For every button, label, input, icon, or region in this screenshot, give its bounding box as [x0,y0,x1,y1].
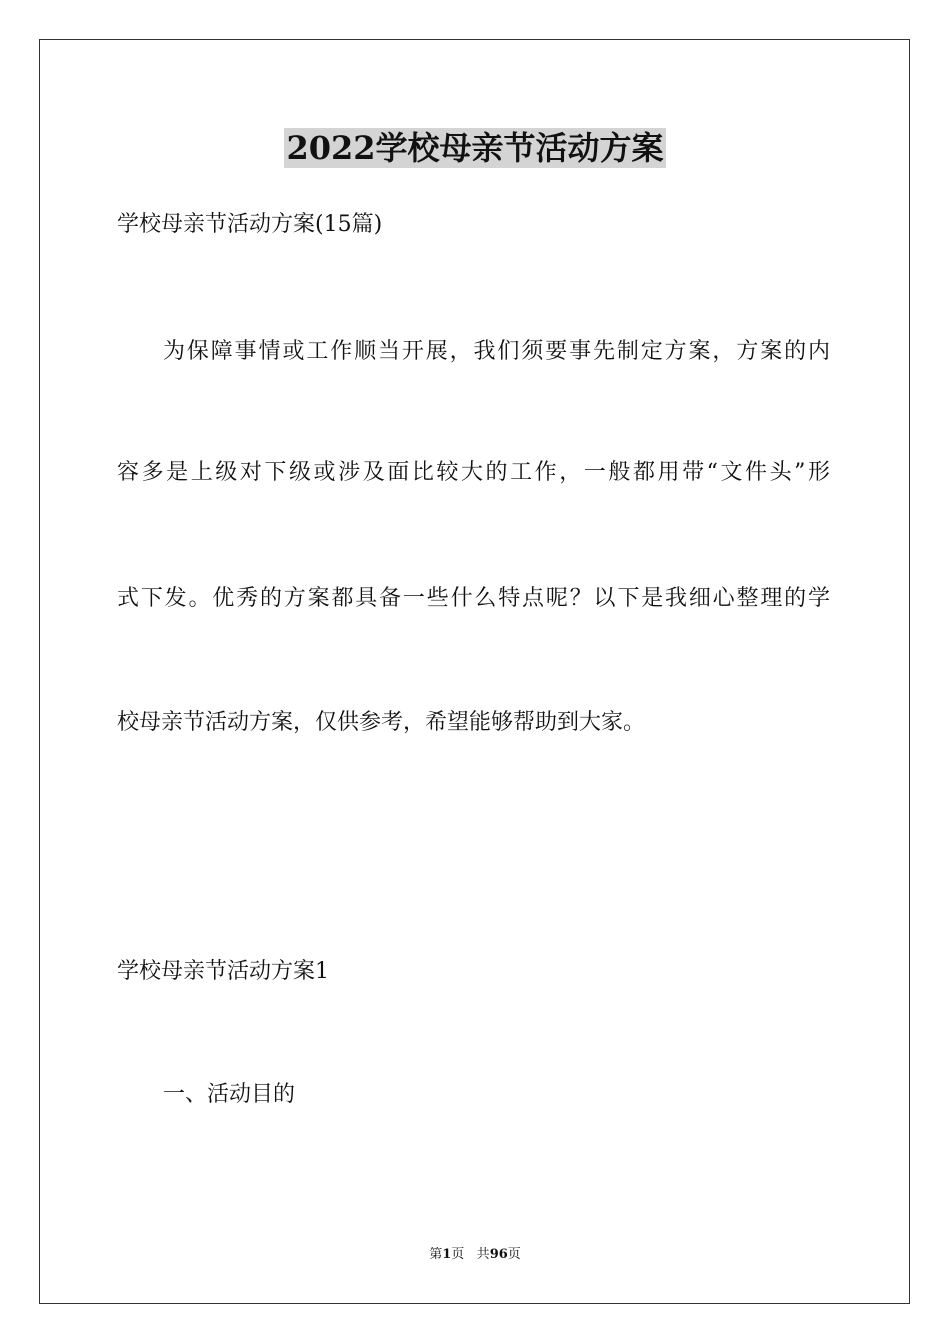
document-subtitle: 学校母亲节活动方案(15篇) [117,212,383,237]
title-container [0,128,950,168]
intro-line-3: 式下发。优秀的方案都具备一些什么特点呢？以下是我细心整理的学 [117,586,830,611]
footer-page-suffix: 页 [451,1247,465,1262]
footer-page-prefix: 第 [429,1247,443,1262]
page-footer [0,1246,950,1264]
footer-total-suffix: 页 [507,1247,521,1262]
section-heading: 学校母亲节活动方案1 [117,959,329,984]
intro-line-1: 为保障事情或工作顺当开展，我们须要事先制定方案，方案的内 [163,339,830,364]
subsection-heading: 一、活动目的 [163,1082,296,1107]
footer-total-pages: 96 [489,1247,508,1262]
intro-line-4: 校母亲节活动方案，仅供参考，希望能够帮助到大家。 [117,710,646,735]
document-title: 2022学校母亲节活动方案 [286,129,664,167]
footer-total-prefix: 共 [476,1247,490,1262]
intro-line-2: 容多是上级对下级或涉及面比较大的工作，一般都用带“文件头”形 [117,460,830,485]
footer-page-number: 1 [442,1247,452,1262]
